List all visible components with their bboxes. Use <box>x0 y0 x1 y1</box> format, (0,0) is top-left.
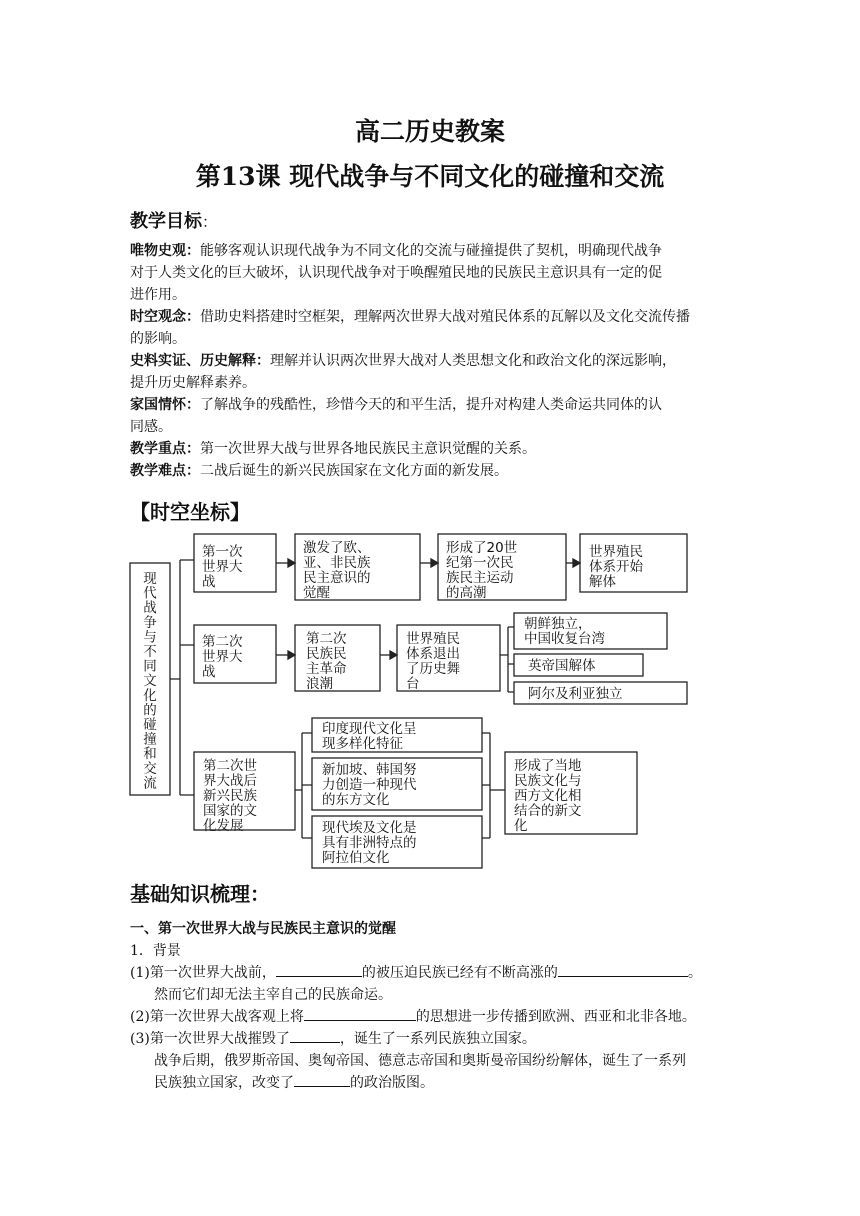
root-char: 文 <box>143 673 157 690</box>
line-text: 。 <box>687 965 702 981</box>
row3-mid-text: 阿拉伯文化 <box>322 850 390 866</box>
row3-mid-text: 具有非洲特点的 <box>322 835 417 851</box>
line-text: (3)第一次世界大战摧毁了 <box>130 1031 290 1047</box>
line-text: (1)第一次世界大战前， <box>130 965 276 981</box>
row1-node-text: 第一次 <box>202 544 243 560</box>
line-text: 的政治版图。 <box>350 1075 434 1091</box>
root-char: 战 <box>143 600 157 617</box>
line-text: 的思想进一步传播到欧洲、西亚和北非各地。 <box>415 1009 696 1025</box>
line-text: ，诞生了一系列民族独立国家。 <box>339 1031 536 1047</box>
objective-text: 同感。 <box>130 419 172 435</box>
objective-text: 能够客观认识现代战争为不同文化的交流与碰撞提供了契机，明确现代战争 <box>200 243 662 259</box>
row1-node-text: 形成了20世 <box>446 540 518 556</box>
basics-line <box>130 962 702 984</box>
fill-blank[interactable] <box>290 1028 340 1043</box>
root-char: 碰 <box>143 717 157 733</box>
row3-result-text: 西方文化相 <box>514 788 582 804</box>
objective-text: 提升历史解释素养。 <box>130 375 256 391</box>
objective-text: 对于人类文化的巨大破坏，认识现代战争对于唤醒殖民地的民族民主意识具有一定的促 <box>130 265 662 281</box>
objective-text: 进作用。 <box>130 287 186 303</box>
row2-node-text: 主革命 <box>306 661 347 677</box>
row2-result-text: 朝鲜独立， <box>524 616 592 632</box>
objective-label: 教学难点： <box>130 463 200 479</box>
row2-node-text: 第二次 <box>306 631 347 647</box>
root-char: 和 <box>143 746 157 763</box>
line-text: (2)第一次世界大战客观上将 <box>130 1009 304 1025</box>
row1-node-text: 战 <box>202 574 216 590</box>
item-background: 1．背景 <box>130 943 181 959</box>
row3-result-text: 形成了当地 <box>514 758 582 774</box>
objectives-heading-text: 教学目标 <box>130 211 202 232</box>
row1-node-text: 世界殖民 <box>589 544 643 560</box>
row3-node-text: 新兴民族 <box>203 788 257 804</box>
row2-node-text: 体系退出 <box>406 646 460 662</box>
row3-node-text: 界大战后 <box>203 773 257 789</box>
basics-heading: 基础知识梳理： <box>130 882 270 906</box>
row2-result-text: 阿尔及利亚独立 <box>528 686 623 702</box>
lesson-title: 第13课 现代战争与不同文化的碰撞和交流 <box>195 162 665 191</box>
root-char: 不 <box>143 644 157 660</box>
row2-node-text: 战 <box>202 664 216 680</box>
objective-label: 家国情怀： <box>130 397 200 413</box>
row2-node-text: 世界殖民 <box>406 631 460 647</box>
objective-label: 教学重点： <box>130 441 200 457</box>
basics-line <box>154 1072 434 1094</box>
root-char: 撞 <box>143 731 157 748</box>
row3-brace-right <box>482 733 505 838</box>
basics-line <box>130 1006 696 1028</box>
fill-blank[interactable] <box>276 962 362 977</box>
row2-brace <box>500 627 514 692</box>
row2-node-text: 浪潮 <box>306 676 333 692</box>
row1-node-text: 族民主运动 <box>446 570 514 586</box>
root-char: 与 <box>143 629 157 646</box>
root-char: 同 <box>143 658 157 675</box>
fill-blank[interactable] <box>304 1006 416 1021</box>
row2-node-text: 台 <box>406 676 420 692</box>
row3-mid-text: 现多样化特征 <box>322 736 403 752</box>
row1-node-text: 的高潮 <box>446 585 487 601</box>
row3-node-text: 化发展 <box>203 818 244 834</box>
objective-text: 的影响。 <box>130 331 186 347</box>
objective-label: 唯物史观： <box>130 243 200 259</box>
row1-node-text: 解体 <box>589 574 616 590</box>
root-char: 现 <box>143 571 157 587</box>
row1-node-text: 体系开始 <box>589 559 643 575</box>
row3-mid-text: 现代埃及文化是 <box>322 820 417 836</box>
row2-node-text: 世界大 <box>202 649 243 665</box>
coordinate-heading: 【时空坐标】 <box>130 500 250 524</box>
row3-mid-text: 力创造一种现代 <box>322 777 417 793</box>
objective-text: 借助史料搭建时空框架，理解两次世界大战对殖民体系的瓦解以及文化交流传播 <box>200 309 690 325</box>
row3-result-text: 民族文化与 <box>514 773 582 789</box>
line-text: 民族独立国家，改变了 <box>154 1075 294 1091</box>
row3-mid-text: 的东方文化 <box>322 792 390 808</box>
root-char: 代 <box>143 585 157 602</box>
objective-label: 时空观念： <box>130 309 200 325</box>
document-title: 高二历史教案 <box>354 117 505 146</box>
section-heading: 一、第一次世界大战与民族民主意识的觉醒 <box>130 921 396 937</box>
row2-node-text: 第二次 <box>202 634 243 650</box>
row2-node-text: 了历史舞 <box>406 661 460 677</box>
objective-text: 了解战争的残酷性，珍惜今天的和平生活，提升对构建人类命运共同体的认 <box>200 397 662 413</box>
row3-mid-text: 新加坡、韩国努 <box>322 762 417 778</box>
row3-brace-left <box>295 733 312 838</box>
basics-line: 然而它们却无法主宰自己的民族命运。 <box>154 987 392 1003</box>
row1-node-text: 纪第一次民 <box>446 555 514 571</box>
row1-node-text: 激发了欧、 <box>303 540 371 556</box>
root-char: 流 <box>143 775 157 792</box>
row2-result-text: 中国收复台湾 <box>524 631 605 647</box>
row2-node-text: 民族民 <box>306 646 347 662</box>
row3-node-text: 国家的文 <box>203 803 257 819</box>
fill-blank[interactable] <box>294 1072 350 1087</box>
row3-result-text: 结合的新文 <box>514 803 582 819</box>
row1-node-text: 亚、非民族 <box>303 555 371 571</box>
objective-text: 理解并认识两次世界大战对人类思想文化和政治文化的深远影响， <box>270 353 676 369</box>
basics-line <box>130 1028 536 1050</box>
root-char: 化 <box>143 687 157 704</box>
row1-node-text: 觉醒 <box>303 585 330 601</box>
basics-line: 战争后期，俄罗斯帝国、奥匈帝国、德意志帝国和奥斯曼帝国纷纷解体，诞生了一系列 <box>154 1053 686 1069</box>
row1-node-text: 世界大 <box>202 559 243 575</box>
root-char: 交 <box>143 760 157 777</box>
row2-result-text: 英帝国解体 <box>528 658 596 674</box>
fill-blank[interactable] <box>558 962 688 977</box>
objective-text: 二战后诞生的新兴民族国家在文化方面的新发展。 <box>200 463 508 479</box>
root-char: 争 <box>143 614 157 631</box>
row3-mid-text: 印度现代文化呈 <box>322 721 417 737</box>
row1-node-text: 民主意识的 <box>303 570 371 586</box>
row3-result-text: 化 <box>514 818 528 834</box>
root-brace <box>170 560 194 795</box>
objectives-heading-colon: ： <box>202 213 218 231</box>
line-text: 的被压迫民族已经有不断高涨的 <box>361 965 558 981</box>
row3-node-text: 第二次世 <box>203 758 257 774</box>
objective-label: 史料实证、历史解释： <box>130 353 270 369</box>
root-char: 的 <box>143 702 157 719</box>
objective-text: 第一次世界大战与世界各地民族民主意识觉醒的关系。 <box>200 441 536 457</box>
